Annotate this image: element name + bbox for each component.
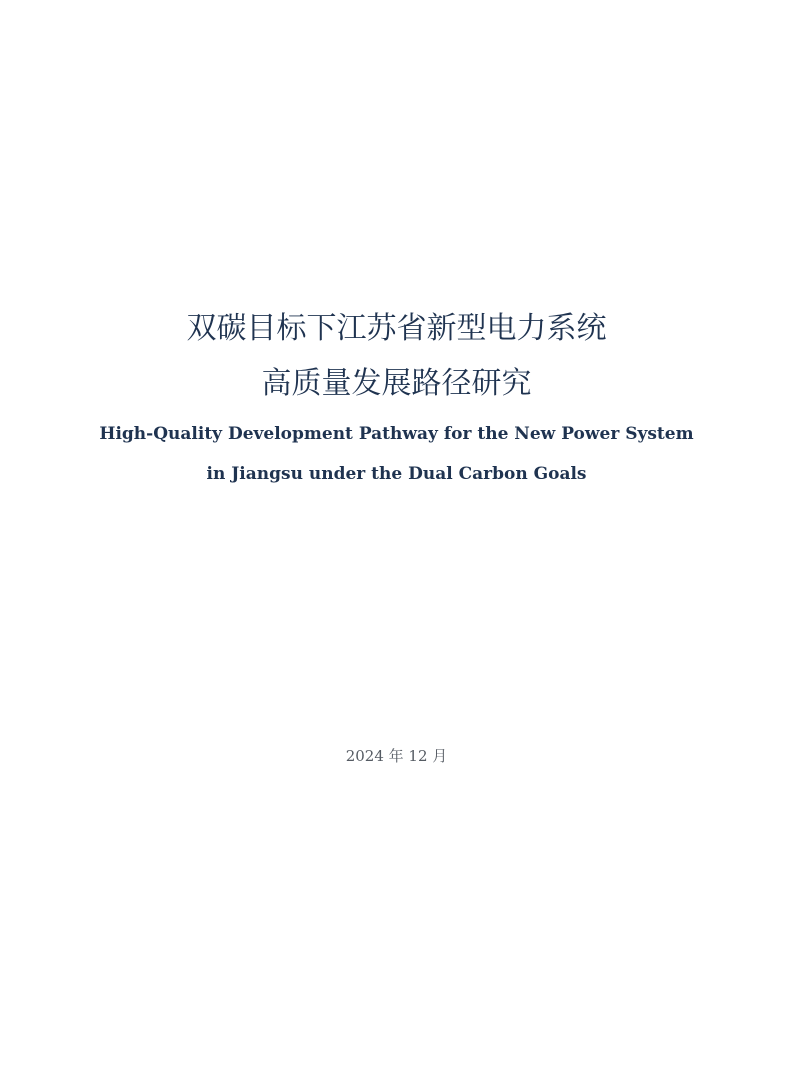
publication-date: 2024 年 12 月 xyxy=(345,747,448,765)
english-title-line-2: in Jiangsu under the Dual Carbon Goals xyxy=(206,464,587,484)
english-title-line-1: High-Quality Development Pathway for the New Power System xyxy=(99,424,694,444)
chinese-title-line-2: 高质量发展路径研究 xyxy=(261,366,532,401)
chinese-title-line-1: 双碳目标下江苏省新型电力系统 xyxy=(186,311,607,346)
